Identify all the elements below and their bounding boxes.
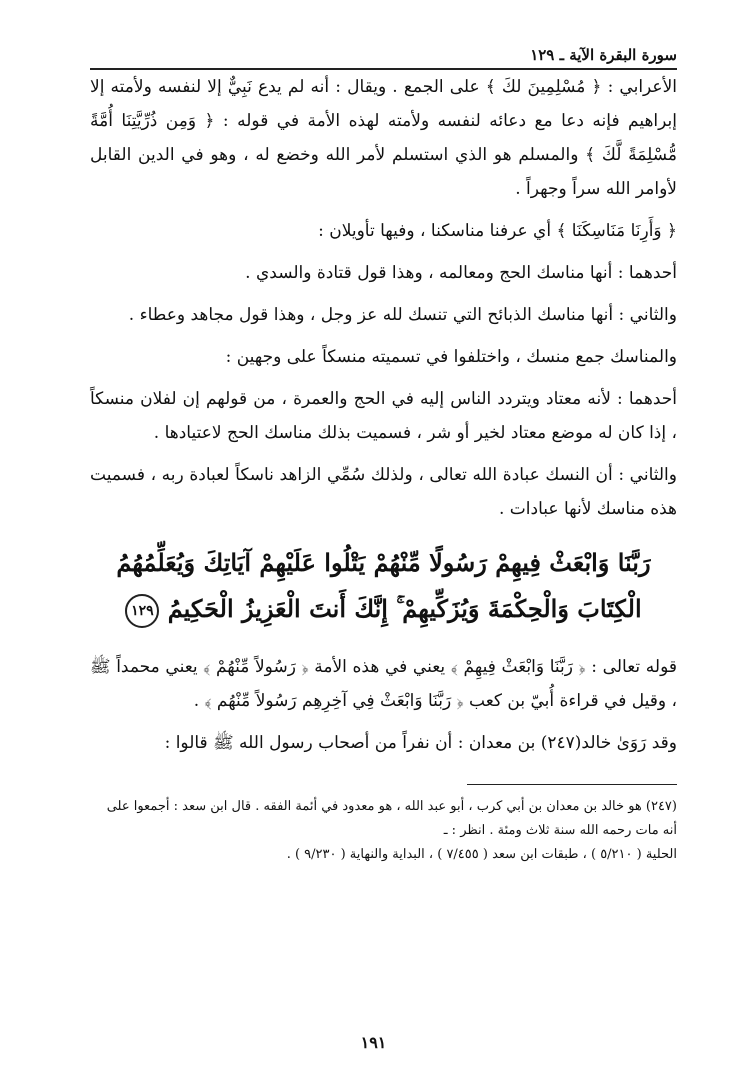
paragraph-8: قوله تعالى : ﴿ رَبَّنَا وَابْعَثْ فِيهِمْ ﴾ يعني في هذه الأمة ﴿ رَسُولاً مِّنْهُمْ ﴾ يعني محمداً ﷺ ، وقيل في قراءة أُبيّ بن كعب ﴿ رَبَّنَا وَابْعَثْ فِي آخِرِهِم رَسُولاً مِّنْهُم ﴾ .	[90, 657, 677, 711]
footnote-1-references: الحلية ( ٥/٢١٠ ) ، طبقات ابن سعد ( ٧/٤٥٥ ) ، البداية والنهاية ( ٩/٢٣٠ ) .	[286, 847, 677, 862]
paragraph-3: أحدهما : أنها مناسك الحج ومعالمه ، وهذا قول قتادة والسدي .	[245, 263, 677, 283]
quran-verse	[90, 540, 677, 632]
verse-text: رَبَّنَا وَابْعَثْ فِيهِمْ رَسُولًا مِّنْهُمْ يَتْلُوا عَلَيْهِمْ آيَاتِكَ وَيُعَلِّمُهُمُ الْكِتَابَ وَالْحِكْمَةَ وَيُزَكِّيهِمْ ۚ إِنَّكَ أَنتَ الْعَزِيزُ الْحَكِيمُ	[116, 548, 651, 623]
paragraph-2: ﴿ وَأَرِنَا مَنَاسِكَنَا ﴾ أي عرفنا مناسكنا ، وفيها تأويلان :	[318, 221, 677, 241]
paragraph-9: وقد رَوَىٰ خالد(٢٤٧) بن معدان : أن نفراً من أصحاب رسول الله ﷺ قالوا :	[164, 733, 677, 753]
paragraph-7: والثاني : أن النسك عبادة الله تعالى ، ولذلك سُمِّي الزاهد ناسكاً لعبادة ربه ، فسميت هذه مناسك لأنها عبادات .	[90, 465, 677, 519]
page-number: ١٩١	[360, 1033, 387, 1052]
footnotes	[90, 795, 677, 867]
paragraph-6: أحدهما : لأنه معتاد ويتردد الناس إليه في الحج والعمرة ، من قولهم إن لفلان منسكاً ، إذا كان له موضع معتاد لخير أو شر ، فسميت بذلك مناسك الحج لاعتيادها .	[90, 389, 677, 443]
paragraph-4: والثاني : أنها مناسك الذبائح التي تنسك لله عز وجل ، وهذا قول مجاهد وعطاء .	[128, 305, 677, 325]
running-header	[90, 40, 677, 70]
header-title: سورة البقرة الآية ـ ١٢٩	[530, 46, 677, 64]
footnote-1: (٢٤٧) هو خالد بن معدان بن أبي كرب ، أبو عبد الله ، هو معدود في أئمة الفقه . قال ابن سعد : أجمعوا على أنه مات رحمه الله سنة ثلاث ومئة . انظر : ـ	[106, 799, 677, 838]
footnote-separator	[467, 784, 677, 785]
paragraph-1: الأعرابي : ﴿ مُسْلِمِينَ لكَ ﴾ على الجمع . ويقال : أنه لم يدع نَبِيٌّ إلا لنفسه ولأمته إلا إبراهيم فإنه دعا مع دعائه لنفسه ولأمته لهذه الأمة في قوله : ﴿ وَمِن ذُرِّيَّتِنَا أُمَّةً مُّسْلِمَةً لَّكَ ﴾ والمسلم هو الذي استسلم لأمر الله وخضع له ، وهو في الدين القابل لأوامر الله سراً وجهراً .	[90, 77, 677, 199]
paragraph-5: والمناسك جمع منسك ، واختلفوا في تسميته منسكاً على وجهين :	[225, 347, 677, 367]
verse-number-badge: ١٢٩	[125, 594, 159, 628]
main-text	[90, 70, 677, 760]
